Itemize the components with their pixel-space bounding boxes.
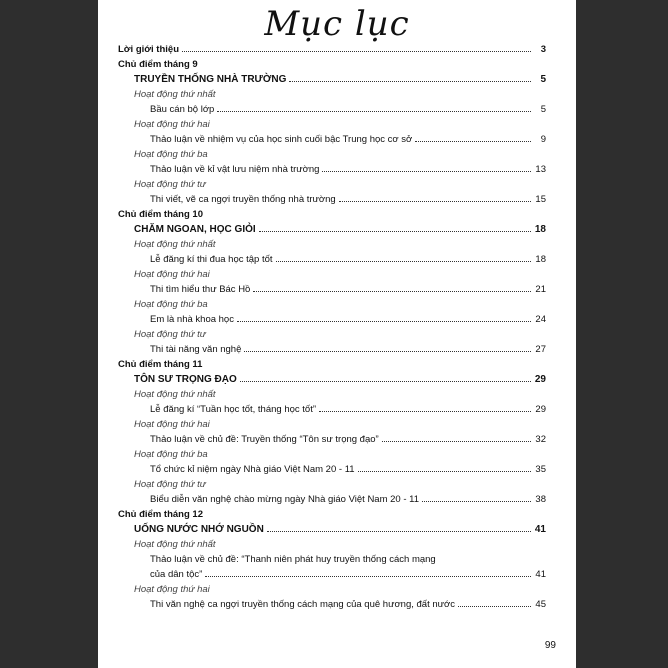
dot-leader — [240, 381, 531, 382]
toc-entry-text: Biểu diễn văn nghệ chào mừng ngày Nhà giáo Việt Nam 20 - 11 — [150, 494, 420, 505]
toc-entry-text: CHĂM NGOAN, HỌC GIỎI — [134, 224, 256, 235]
toc-section[interactable] — [118, 57, 546, 72]
toc-entry-text: Hoạt động thứ hai — [134, 419, 210, 430]
toc-page-number: 29 — [535, 404, 546, 415]
toc-page-number: 21 — [535, 284, 546, 295]
toc-page-number: 32 — [535, 434, 546, 445]
dot-leader — [358, 471, 531, 472]
toc-theme[interactable] — [118, 522, 546, 537]
toc-section[interactable] — [118, 207, 546, 222]
toc-page-number: 27 — [535, 344, 546, 355]
toc-theme[interactable] — [118, 372, 546, 387]
toc-entry-text: Hoạt động thứ nhất — [134, 239, 216, 250]
toc-entry-text: Thảo luận về nhiệm vụ của học sinh cuối bậc Trung học cơ sở — [150, 134, 413, 145]
dot-leader — [267, 531, 531, 532]
toc-entry[interactable] — [118, 162, 546, 177]
toc-entry-text: Hoạt động thứ ba — [134, 449, 208, 460]
toc-entry[interactable] — [118, 192, 546, 207]
toc-entry[interactable] — [118, 567, 546, 582]
toc-page-number: 3 — [540, 44, 546, 55]
toc-activity[interactable] — [118, 297, 546, 312]
toc-entry-text: Hoạt động thứ nhất — [134, 539, 216, 550]
toc-activity[interactable] — [118, 387, 546, 402]
toc-activity[interactable] — [118, 87, 546, 102]
toc-entry[interactable] — [118, 342, 546, 357]
toc-activity[interactable] — [118, 147, 546, 162]
toc-page-number: 41 — [535, 569, 546, 580]
toc-entry-text: TRUYỀN THỐNG NHÀ TRƯỜNG — [134, 74, 287, 85]
toc-entry[interactable] — [118, 102, 546, 117]
scan-border-left — [0, 0, 98, 668]
toc-section[interactable] — [118, 42, 546, 57]
toc-entry-text: UỐNG NƯỚC NHỚ NGUỒN — [134, 524, 264, 535]
toc-page-number: 24 — [535, 314, 546, 325]
toc-entry-text: Thảo luận về chủ đề: “Thanh niên phát huy truyền thống cách mạng — [150, 554, 436, 565]
toc-entry-text: Chủ điểm tháng 12 — [118, 509, 203, 520]
dot-leader — [253, 291, 531, 292]
toc-activity[interactable] — [118, 237, 546, 252]
toc-entry-text: Em là nhà khoa học — [150, 314, 234, 325]
toc-entry-text: Hoạt động thứ hai — [134, 269, 210, 280]
toc-page-number: 45 — [535, 599, 546, 610]
toc-entry-text: TÔN SƯ TRỌNG ĐẠO — [134, 374, 237, 385]
toc-entry-text: Lễ đăng kí “Tuần học tốt, tháng học tốt” — [150, 404, 317, 415]
dot-leader — [259, 231, 531, 232]
dot-leader — [415, 141, 531, 142]
dot-leader — [289, 81, 531, 82]
toc-entry[interactable] — [118, 282, 546, 297]
table-of-contents — [118, 42, 546, 612]
toc-entry-text: Bầu cán bộ lớp — [150, 104, 215, 115]
toc-entry[interactable] — [118, 462, 546, 477]
dot-leader — [422, 501, 531, 502]
toc-theme[interactable] — [118, 72, 546, 87]
page-number: 99 — [544, 640, 556, 651]
toc-entry-text: Lễ đăng kí thi đua học tập tốt — [150, 254, 273, 265]
toc-page-number: 35 — [535, 464, 546, 475]
toc-page-number: 38 — [535, 494, 546, 505]
toc-entry[interactable] — [118, 432, 546, 447]
dot-leader — [244, 351, 531, 352]
dot-leader — [217, 111, 531, 112]
scan-border-right — [576, 0, 668, 668]
dot-leader — [237, 321, 531, 322]
toc-entry[interactable] — [118, 252, 546, 267]
dot-leader — [276, 261, 531, 262]
toc-activity[interactable] — [118, 417, 546, 432]
toc-page-number: 5 — [540, 104, 546, 115]
dot-leader — [322, 171, 531, 172]
toc-section[interactable] — [118, 357, 546, 372]
toc-entry-text: Thi tìm hiểu thư Bác Hồ — [150, 284, 251, 295]
toc-entry-text: Hoạt động thứ ba — [134, 299, 208, 310]
toc-activity[interactable] — [118, 117, 546, 132]
dot-leader — [458, 606, 531, 607]
toc-entry-text: Hoạt động thứ nhất — [134, 89, 216, 100]
toc-entry-text: Tổ chức kỉ niệm ngày Nhà giáo Việt Nam 20 - 11 — [150, 464, 355, 475]
toc-page-number: 5 — [540, 74, 546, 85]
toc-entry-text: Hoạt động thứ tư — [134, 479, 206, 490]
toc-entry[interactable] — [118, 597, 546, 612]
toc-entry-text: Thi viết, vẽ ca ngợi truyền thống nhà trường — [150, 194, 336, 205]
toc-entry-text: Chủ điểm tháng 9 — [118, 59, 198, 70]
toc-page-number: 41 — [534, 524, 546, 535]
toc-activity[interactable] — [118, 477, 546, 492]
toc-page-number: 18 — [535, 254, 546, 265]
toc-page-number: 29 — [534, 374, 546, 385]
toc-activity[interactable] — [118, 537, 546, 552]
toc-entry-text: Hoạt động thứ nhất — [134, 389, 216, 400]
toc-theme[interactable] — [118, 222, 546, 237]
toc-entry[interactable] — [118, 402, 546, 417]
toc-entry-text: Thi văn nghệ ca ngợi truyền thống cách mạng của quê hương, đất nước — [150, 599, 455, 610]
toc-page-number: 13 — [535, 164, 546, 175]
toc-page-number: 9 — [540, 134, 546, 145]
toc-activity[interactable] — [118, 267, 546, 282]
toc-activity[interactable] — [118, 582, 546, 597]
toc-entry-text: Hoạt động thứ hai — [134, 584, 210, 595]
toc-page-number: 15 — [535, 194, 546, 205]
toc-activity[interactable] — [118, 327, 546, 342]
toc-activity[interactable] — [118, 447, 546, 462]
toc-entry-text: Hoạt động thứ tư — [134, 179, 206, 190]
toc-entry-text: Hoạt động thứ hai — [134, 119, 210, 130]
toc-entry-text: Thi tài năng văn nghệ — [150, 344, 242, 355]
dot-leader — [382, 441, 531, 442]
toc-entry-text: Hoạt động thứ tư — [134, 329, 206, 340]
dot-leader — [319, 411, 531, 412]
toc-entry-text: Thảo luận về kỉ vật lưu niệm nhà trường — [150, 164, 320, 175]
toc-page-number: 18 — [534, 224, 546, 235]
dot-leader — [205, 576, 531, 577]
toc-section[interactable] — [118, 507, 546, 522]
toc-entry-text: Chủ điểm tháng 11 — [118, 359, 203, 370]
toc-entry[interactable] — [118, 312, 546, 327]
toc-entry-text: Thảo luận về chủ đề: Truyền thống “Tôn sư trọng đạo” — [150, 434, 379, 445]
book-page — [98, 0, 576, 668]
page-title: Mục lục — [264, 4, 410, 44]
toc-activity[interactable] — [118, 177, 546, 192]
toc-entry-text: Hoạt động thứ ba — [134, 149, 208, 160]
toc-entry[interactable] — [118, 492, 546, 507]
dot-leader — [339, 201, 531, 202]
toc-entry-text: của dân tộc” — [150, 569, 203, 580]
toc-entry-text: Chủ điểm tháng 10 — [118, 209, 203, 220]
dot-leader — [182, 51, 531, 52]
toc-entry[interactable] — [118, 132, 546, 147]
toc-entry-text: Lời giới thiệu — [118, 44, 180, 55]
